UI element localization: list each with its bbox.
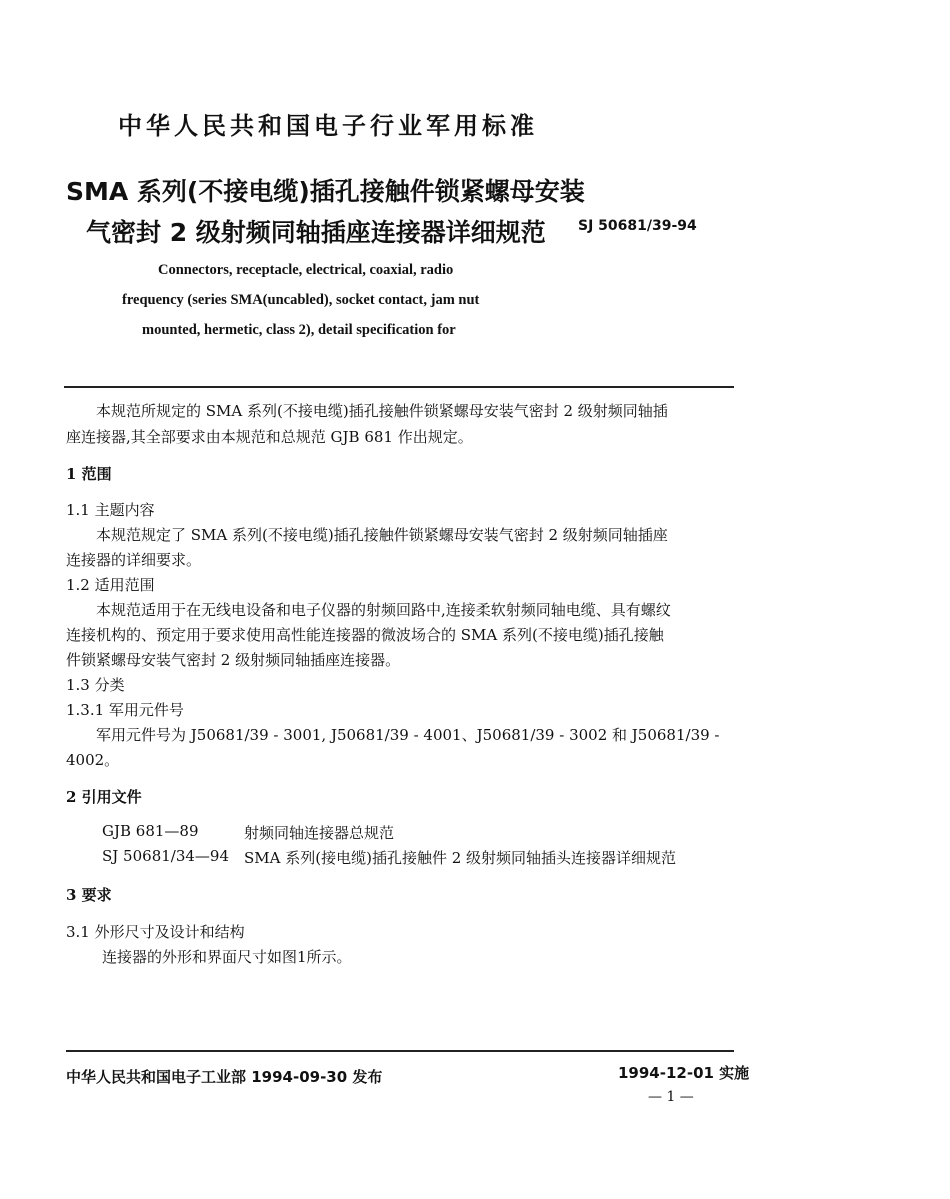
- section-1-3-1-text-line-2: 4002。: [66, 751, 120, 769]
- document-title-line-1: SMA 系列(不接电缆)插孔接触件锁紧螺母安装: [66, 177, 585, 206]
- english-title-line-3: mounted, hermetic, class 2), detail specification for: [142, 322, 456, 338]
- reference-code: SJ 50681/34—94: [102, 847, 230, 865]
- header-divider: [64, 386, 734, 388]
- section-1-3-heading: 1.3 分类: [66, 676, 125, 694]
- section-1-2-text-line-1: 本规范适用于在无线电设备和电子仪器的射频回路中,连接柔软射频同轴电缆、具有螺纹: [96, 601, 671, 619]
- section-1-heading: 1 范围: [66, 465, 112, 483]
- section-1-2-heading: 1.2 适用范围: [66, 576, 155, 594]
- section-1-1-text-line-1: 本规范规定了 SMA 系列(不接电缆)插孔接触件锁紧螺母安装气密封 2 级射频同轴插座: [96, 526, 668, 544]
- section-2-heading: 2 引用文件: [66, 788, 142, 806]
- section-1-2-text-line-3: 件锁紧螺母安装气密封 2 级射频同轴插座连接器。: [66, 651, 401, 669]
- intro-line-1: 本规范所规定的 SMA 系列(不接电缆)插孔接触件锁紧螺母安装气密封 2 级射频同轴插: [96, 402, 668, 420]
- section-3-1-text: 连接器的外形和界面尺寸如图1所示。: [102, 948, 352, 966]
- reference-title: 射频同轴连接器总规范: [244, 824, 395, 842]
- section-3-heading: 3 要求: [66, 886, 112, 904]
- document-title-line-2: 气密封 2 级射频同轴插座连接器详细规范: [86, 218, 546, 247]
- english-title-line-2: frequency (series SMA(uncabled), socket contact, jam nut: [122, 292, 480, 308]
- section-1-1-text-line-2: 连接器的详细要求。: [66, 551, 202, 569]
- page-number: — 1 —: [648, 1089, 694, 1105]
- english-title-line-1: Connectors, receptacle, electrical, coaxial, radio: [158, 262, 454, 278]
- footer-divider: [66, 1050, 734, 1052]
- section-1-1-heading: 1.1 主题内容: [66, 501, 155, 519]
- effective-date: 1994-12-01 实施: [618, 1064, 750, 1082]
- section-1-3-1-heading: 1.3.1 军用元件号: [66, 701, 184, 719]
- reference-title: SMA 系列(接电缆)插孔接触件 2 级射频同轴插头连接器详细规范: [244, 849, 677, 867]
- issuer-and-release-date: 中华人民共和国电子工业部 1994-09-30 发布: [66, 1068, 383, 1086]
- reference-code: GJB 681—89: [102, 822, 199, 840]
- standard-category: 中华人民共和国电子行业军用标准: [118, 112, 538, 140]
- section-1-2-text-line-2: 连接机构的、预定用于要求使用高性能连接器的微波场合的 SMA 系列(不接电缆)插孔接触: [66, 626, 664, 644]
- section-3-1-heading: 3.1 外形尺寸及设计和结构: [66, 923, 245, 941]
- intro-line-2: 座连接器,其全部要求由本规范和总规范 GJB 681 作出规定。: [66, 428, 473, 446]
- section-1-3-1-text-line-1: 军用元件号为 J50681/39 - 3001, J50681/39 - 4001、J50681/39 - 3002 和 J50681/39 -: [96, 726, 720, 744]
- standard-code: SJ 50681/39-94: [578, 218, 697, 234]
